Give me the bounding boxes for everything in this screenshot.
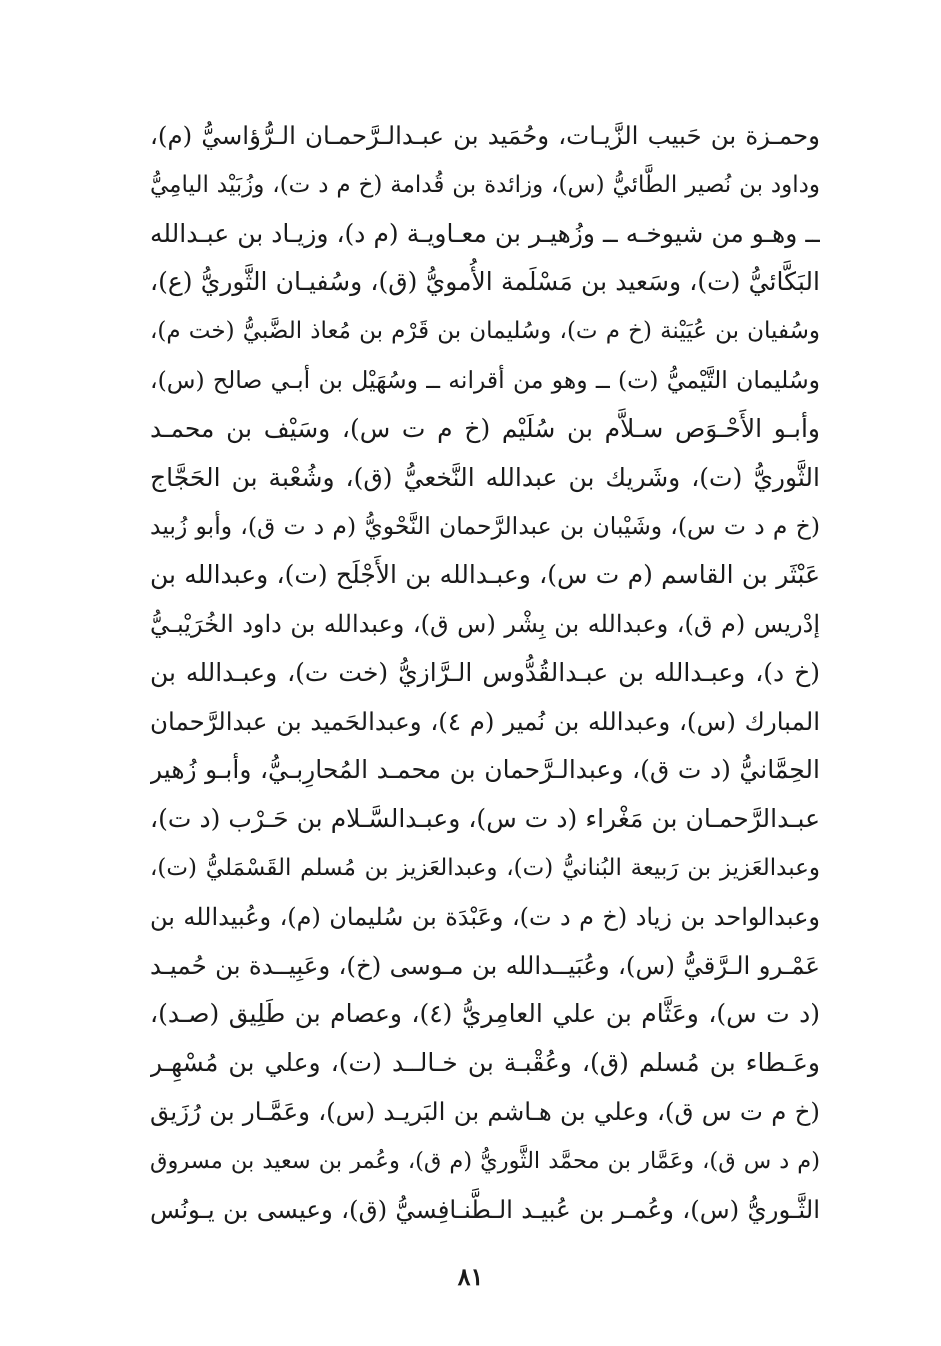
text-line: وداود بن نُصير الطَّائيُّ (س)، وزائدة بن قُدامة (خ م د ت)، وزُبَيْد اليامِيُّ bbox=[150, 171, 820, 198]
text-line: الثَّـوريُّ (س)، وعُمـر بن عُبيـد الـطَّنـافِسيُّ (ق)، وعيسى بن يـونُس bbox=[150, 1194, 820, 1224]
text-line: الحِمَّانيُّ (د ت ق)، وعبدالـرَّحمان بن محمـد المُحارِبـيُّ، وأبـو زُهير bbox=[150, 755, 820, 785]
text-line: (د ت س)، وعَثَّام بن علي العامِريُّ (٤)، وعصام بن طَلِيق (صـد)، bbox=[150, 999, 820, 1029]
text-line: عبـدالرَّحمـان بن مَغْراء (د ت س)، وعبـدالسَّـلام بن حَـرْب (د ت)، bbox=[150, 804, 820, 834]
text-line: البَكَّائيُّ (ت)، وسَعيد بن مَسْلَمة الأُمويُّ (ق)، وسُفيـان الثَّوريُّ (ع)، bbox=[150, 267, 820, 297]
text-line: إدْريس (م ق)، وعبدالله بن بِشْر (س ق)، وعبدالله بن داود الخُرَيْبـيُّ bbox=[150, 609, 820, 638]
text-line: وعبدالعَزيز بن رَبيعة البُنانيُّ (ت)، وعبدالعَزيز بن مُسلم القَسْمَليُّ (ت)، bbox=[150, 854, 820, 881]
text-line: ــ وهـو من شيوخـه ــ وزُهيـر بن معـاويـة (م د)، وزيـاد بن عبـدالله bbox=[150, 218, 820, 248]
text-line: (خ م د ت س)، وشَيْبان بن عبدالرَّحمان النَّحْويُّ (م د ت ق)، وأبو زُبيد bbox=[150, 512, 820, 541]
text-line: وعبدالواحد بن زياد (خ م د ت)، وعَبْدَة بن سُليمان (م)، وعُبيدالله بن bbox=[150, 902, 820, 931]
text-line: وسُفيان بن عُيَيْنة (خ م ت)، وسُليمان بن قَرْم بن مُعاذ الضَّبيُّ (خت م)، bbox=[150, 318, 820, 345]
text-line: (خ م ت س ق)، وعلي بن هـاشم بن البَريـد (س)، وعَمَّـار بن رُزَيق bbox=[150, 1096, 820, 1126]
text-line: الثَّوريُّ (ت)، وشَريك بن عبدالله النَّخعيُّ (ق)، وشُعْبة بن الحَجَّاج bbox=[150, 462, 820, 492]
text-line: وأبـو الأَحْـوَص سـلاَّم بن سُلَيْم (خ م ت س)، وسَيْف بن محمـد bbox=[150, 413, 820, 443]
text-line: المبارك (س)، وعبدالله بن نُمير (م ٤)، وعبدالحَميد بن عبدالرَّحمان bbox=[150, 706, 820, 736]
text-line: عَبْثَر بن القاسم (م ت س)، وعبـدالله بن الأَجْلَح (ت)، وعبدالله بن bbox=[150, 560, 820, 590]
text-line: وسُليمان التَّيْميُّ (ت) ــ وهو من أقرانه ــ وسُهَيْل بن أبـي صالح (س)، bbox=[150, 365, 820, 394]
page-number: ٨١ bbox=[457, 1262, 484, 1291]
text-line: (م د س ق)، وعَمَّار بن محمَّد الثَّوريُّ (م ق)، وعُمر بن سعيد بن مسروق bbox=[150, 1147, 820, 1174]
text-line: وعَـطاء بن مُسلم (ق)، وعُقْبـة بن خـالــد (ت)، وعلي بن مُسْهِـر bbox=[150, 1048, 820, 1078]
text-line: (خ د)، وعبـدالله بن عبـدالقُدُّوس الـرَّازيُّ (خت ت)، وعبـدالله بن bbox=[150, 657, 820, 687]
text-line: وحمـزة بن حَبيب الزَّيـات، وحُمَيد بن عبـدالـرَّحمـان الـرُّؤاسيُّ (م)، bbox=[150, 121, 820, 150]
text-line: عَمْـرو الـرَّقيُّ (س)، وعُبَيــدالله بن مـوسى (خ)، وعَبِيــدة بن حُميـد bbox=[150, 950, 820, 980]
body-text bbox=[150, 112, 820, 1234]
